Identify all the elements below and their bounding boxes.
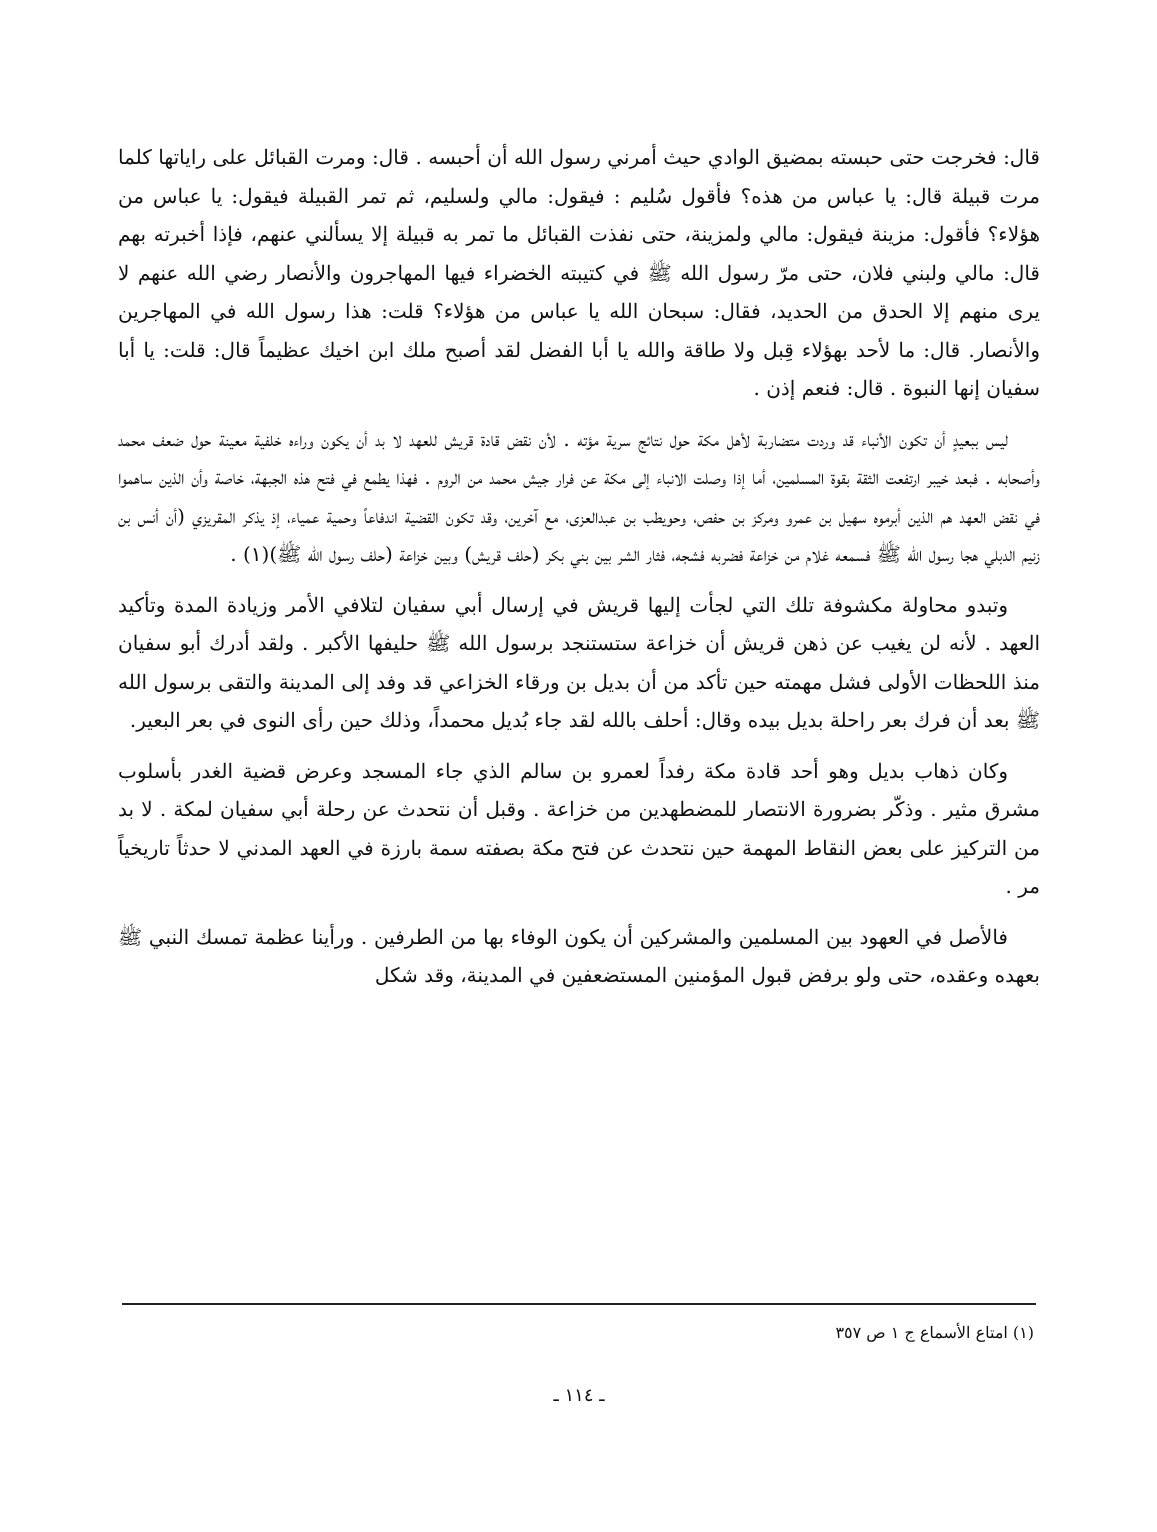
paragraph-2: ليس ببعيدٍ أن تكون الأنباء قد وردت متضاربة لأهل مكة حول نتائج سرية مؤته . لأن نقض قادة قريش للعهد لا بد أن يكون وراءه خلفية معينة حول ضعف محمد وأصحابه . فبعد خيبر ارتفعت الثقة بقوة المسلمين، أما إذا وصلت الانباء إلى مكة عن فرار جيش محمد من الروم . فهذا يطمع في فتح هذه الجبهة، خاصة وأن الذين ساهموا في نقض العهد هم الذين أبرموه سهيل بن عمرو ومركز بن حفص، وحويطب بن عبدالعزى، مع آخرين، وقد تكون القضية اندفاعاً وحمية عمياء، إذ يذكر المقريزي (أن أنس بن زنيم الدبلي هجا رسول الله ﷺ فسمعه غلام من خزاعة فضربه فشجه، فثار الشر بين بني بكر (حلف قريش) وبين خزاعة (حلف رسول الله ﷺ)(١) .: [118, 426, 1040, 566]
paragraph-4: وكان ذهاب بديل وهو أحد قادة مكة رفداً لعمرو بن سالم الذي جاء المسجد وعرض قضية الغدر بأسلوب مشرق مثير . وذكّر بضرورة الانتصار للمضطهدين من خزاعة . وقبل أن نتحدث عن رحلة أبي سفيان لمكة . لا بد من التركيز على بعض النقاط المهمة حين نتحدث عن فتح مكة بصفته سمة بارزة في العهد المدني لا حدثاً تاريخياً مر .: [118, 758, 1040, 898]
paragraph-5: فالأصل في العهود بين المسلمين والمشركين أن يكون الوفاء بها من الطرفين . ورأينا عظمة تمسك النبي ﷺ بعهده وعقده، حتى ولو برفض قبول المؤمنين المستضعفين في المدينة، وقد شكل: [118, 924, 1040, 987]
book-page: [118, 138, 1040, 1498]
paragraph-1: قال: فخرجت حتى حبسته بمضيق الوادي حيث أمرني رسول الله أن أحبسه . قال: ومرت القبائل على راياتها كلما مرت قبيلة قال: يا عباس من هذه؟ فأقول سُليم : فيقول: مالي ولسليم، ثم تمر القبيلة فيقول: يا عباس من هؤلاء؟ فأقول: مزينة فيقول: مالي ولمزينة، حتى نفذت القبائل ما تمر به قبيلة إلا يسألني عنهم، فإذا أخبرته بهم قال: مالي ولبني فلان، حتى مرّ رسول الله ﷺ في كتيبته الخضراء فيها المهاجرون والأنصار رضي الله عنهم لا يرى منهم إلا الحدق من الحديد، فقال: سبحان الله يا عباس من هؤلاء؟ قلت: هذا رسول الله في المهاجرين والأنصار. قال: ما لأحد بهؤلاء قِبل ولا طاقة والله يا أبا الفضل لقد أصبح ملك ابن اخيك عظيماً قال: قلت: يا أبا سفيان إنها النبوة . قال: فنعم إذن .: [118, 145, 1040, 400]
page-number: ـ ١١٤ ـ: [553, 1385, 605, 1406]
footnote-divider: [122, 1303, 1036, 1305]
footnote: (١) امتاع الأسماع ج ١ ص ٣٥٧: [835, 1323, 1034, 1342]
paragraph-3: وتبدو محاولة مكشوفة تلك التي لجأت إليها قريش في إرسال أبي سفيان لتلافي الأمر وزيادة المدة وتأكيد العهد . لأنه لن يغيب عن ذهن قريش أن خزاعة ستستنجد برسول الله ﷺ حليفها الأكبر . ولقد أدرك أبو سفيان منذ اللحظات الأولى فشل مهمته حين تأكد من أن بديل بن ورقاء الخزاعي قد وفد إلى المدينة والتقى برسول الله ﷺ بعد أن فرك بعر راحلة بديل بيده وقال: أحلف بالله لقد جاء بُديل محمداً، وذلك حين رأى النوى في بعر البعير.: [118, 592, 1040, 732]
body-text: [118, 138, 1040, 1288]
